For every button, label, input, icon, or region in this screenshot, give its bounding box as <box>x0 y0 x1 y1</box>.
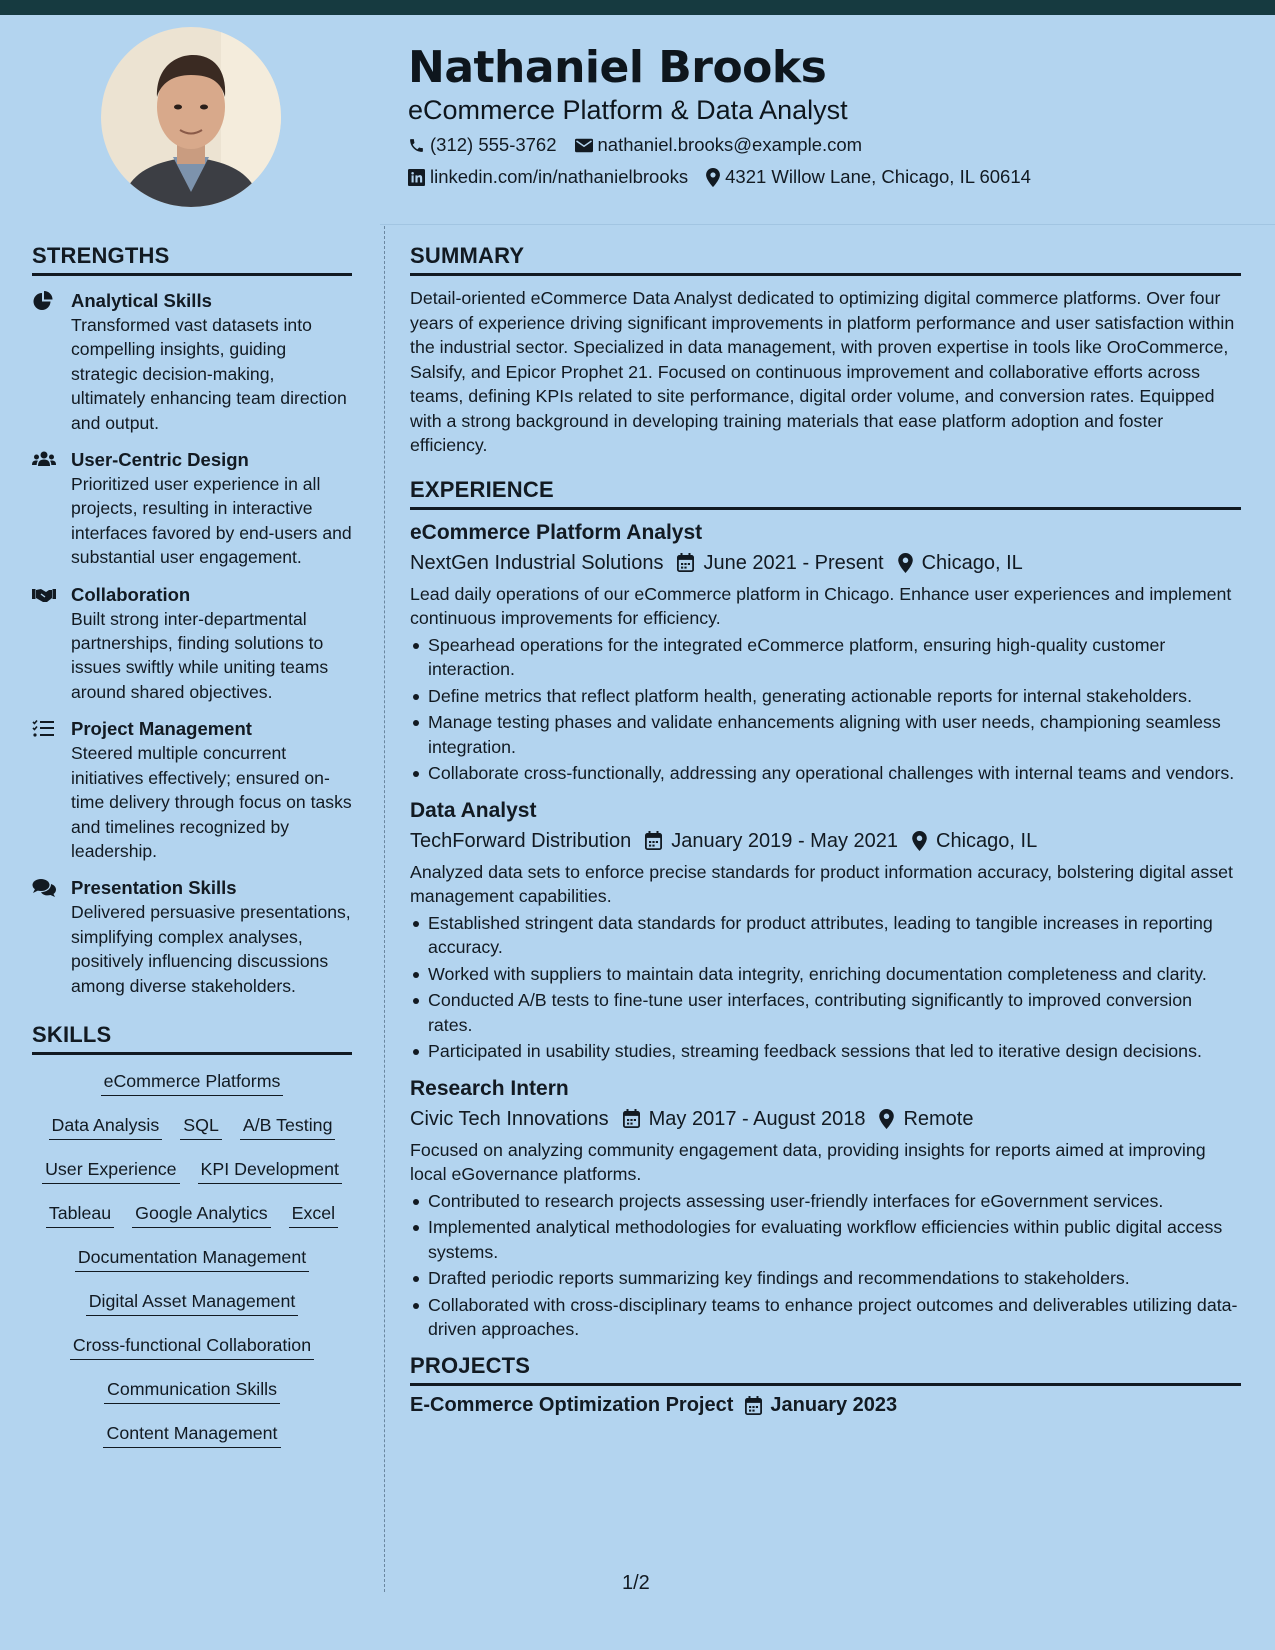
job-location: Chicago, IL <box>936 829 1038 852</box>
strength-item <box>32 583 352 705</box>
job-dates: January 2019 - May 2021 <box>671 829 899 852</box>
bullet-item: Manage testing phases and validate enhancements aligning with user needs, championing seamless integration. <box>410 710 1241 759</box>
contact-line-2 <box>408 166 1049 188</box>
phone-item[interactable] <box>408 134 557 156</box>
right-column <box>410 243 1241 1417</box>
email-item[interactable] <box>575 134 863 156</box>
company-name: Civic Tech Innovations <box>410 1107 609 1130</box>
address-item <box>706 166 1031 188</box>
headline: eCommerce Platform & Data Analyst <box>408 95 848 125</box>
strength-title: Collaboration <box>71 583 191 605</box>
strength-description: Steered multiple concurrent initiatives effectively; ensured on-time delivery through focus on tasks and timelines recognized by leadership. <box>71 743 352 861</box>
comments-icon <box>32 878 56 898</box>
experience-heading: EXPERIENCE <box>410 477 1241 510</box>
strength-item <box>32 289 352 435</box>
project-entry <box>410 1394 1241 1417</box>
summary-text: Detail-oriented eCommerce Data Analyst dedicated to optimizing digital commerce platforms. Over four years of experience driving significant improvements in platform performance and user satisfaction within the industrial sector. Specialized in data management, with proven expertise in tools like OroCommerce, Salsify, and Epicor Prophet 21. Focused on continuous improvement and collaborative efforts across teams, defining KPIs related to site performance, digital order volume, and conversion rates. Equipped with a strong background in developing training materials that ease platform adoption and foster efficiency. <box>410 288 1235 455</box>
job-location: Remote <box>903 1107 974 1130</box>
skill-tag: Digital Asset Management <box>86 1289 299 1316</box>
skill-tag: Communication Skills <box>104 1377 280 1404</box>
job-bullets <box>410 1189 1241 1342</box>
left-column <box>32 243 352 1465</box>
bullet-item: Contributed to research projects assessing user-friendly interfaces for eGovernment services. <box>410 1189 1241 1214</box>
linkedin-icon <box>408 169 425 186</box>
strength-description: Delivered persuasive presentations, simplifying complex analyses, positively influencing discussions among diverse stakeholders. <box>71 902 351 996</box>
pie-chart-icon <box>32 291 56 311</box>
users-icon <box>32 450 56 470</box>
calendar-icon <box>745 1396 762 1415</box>
map-marker-icon <box>898 553 913 573</box>
skill-tag: Content Management <box>103 1421 280 1448</box>
job-bullets <box>410 633 1241 786</box>
job-title: Research Intern <box>410 1076 569 1100</box>
phone-icon <box>408 137 425 154</box>
map-marker-icon <box>706 168 720 187</box>
job-description: Lead daily operations of our eCommerce platform in Chicago. Enhance user experiences and implement continuous improvements for efficiency. <box>410 583 1232 628</box>
bullet-item: Established stringent data standards for product attributes, leading to tangible increases in reporting accuracy. <box>410 911 1241 960</box>
strength-title: Presentation Skills <box>71 877 237 899</box>
checklist-icon <box>32 719 56 739</box>
job-description: Focused on analyzing community engagement data, providing insights for reports aimed at improving local eGovernance platforms. <box>410 1139 1206 1184</box>
skill-tag: Data Analysis <box>49 1113 163 1140</box>
address-text: 4321 Willow Lane, Chicago, IL 60614 <box>725 166 1031 187</box>
calendar-icon <box>645 831 662 850</box>
job-dates: May 2017 - August 2018 <box>648 1107 866 1130</box>
job-description: Analyzed data sets to enforce precise standards for product information accuracy, bolstering digital asset management capabilities. <box>410 861 1233 906</box>
strength-item <box>32 448 352 570</box>
job-bullets <box>410 911 1241 1064</box>
job-dates: June 2021 - Present <box>703 551 884 574</box>
map-marker-icon <box>879 1109 894 1129</box>
skill-tag: eCommerce Platforms <box>101 1069 284 1096</box>
bullet-item: Collaborated with cross-disciplinary teams to enhance project outcomes and deliverables utilizing data-driven approaches. <box>410 1293 1241 1342</box>
strength-title: Analytical Skills <box>71 290 212 311</box>
job-meta <box>410 826 1241 856</box>
strengths-heading: STRENGTHS <box>32 243 352 276</box>
top-bar <box>0 0 1275 15</box>
summary-heading: SUMMARY <box>410 243 1241 276</box>
skills-heading: SKILLS <box>32 1022 352 1055</box>
company-name: TechForward Distribution <box>410 829 632 852</box>
job-entry <box>410 796 1241 1064</box>
page-number: 1/2 <box>622 1572 650 1594</box>
bullet-item: Conducted A/B tests to fine-tune user interfaces, contributing significantly to improved conversion rates. <box>410 988 1241 1037</box>
strength-description: Transformed vast datasets into compelling insights, guiding strategic decision-making, ultimately enhancing team direction and output. <box>71 315 347 433</box>
skill-tag: Google Analytics <box>132 1201 270 1228</box>
bullet-item: Implemented analytical methodologies for evaluating workflow efficiencies within public digital access systems. <box>410 1215 1241 1264</box>
handshake-icon <box>32 585 56 605</box>
skill-tag: Tableau <box>46 1201 114 1228</box>
bullet-item: Worked with suppliers to maintain data integrity, enriching documentation completeness and clarity. <box>410 962 1241 987</box>
strength-item <box>32 876 352 998</box>
envelope-icon <box>575 138 593 153</box>
job-location: Chicago, IL <box>921 551 1023 574</box>
job-meta <box>410 548 1241 578</box>
bullet-item: Define metrics that reflect platform health, generating actionable reports for internal stakeholders. <box>410 684 1241 709</box>
skill-tag: KPI Development <box>198 1157 342 1184</box>
skill-tag: User Experience <box>42 1157 179 1184</box>
contact-line-1 <box>408 134 880 156</box>
job-title: eCommerce Platform Analyst <box>410 520 703 544</box>
bullet-item: Drafted periodic reports summarizing key findings and recommendations to stakeholders. <box>410 1266 1241 1291</box>
linkedin-item[interactable] <box>408 166 688 188</box>
email-address: nathaniel.brooks@example.com <box>597 134 863 155</box>
job-entry <box>410 1074 1241 1342</box>
strength-title: User-Centric Design <box>71 449 249 471</box>
profile-photo <box>101 27 281 207</box>
company-name: NextGen Industrial Solutions <box>410 551 664 574</box>
skills-list <box>32 1069 352 1448</box>
header-rule <box>380 224 1275 225</box>
job-entry <box>410 518 1241 786</box>
skill-tag: A/B Testing <box>240 1113 336 1140</box>
bullet-item: Collaborate cross-functionally, addressing any operational challenges with internal teams and vendors. <box>410 761 1241 786</box>
skill-tag: SQL <box>180 1113 222 1140</box>
strength-title: Project Management <box>71 718 252 740</box>
phone-number: (312) 555-3762 <box>430 134 557 155</box>
skill-tag: Documentation Management <box>75 1245 309 1272</box>
skill-tag: Cross-functional Collaboration <box>70 1333 314 1360</box>
calendar-icon <box>677 553 694 572</box>
candidate-name: Nathaniel Brooks <box>408 42 827 93</box>
bullet-item: Spearhead operations for the integrated eCommerce platform, ensuring high-quality customer interaction. <box>410 633 1241 682</box>
strength-description: Built strong inter-departmental partnerships, finding solutions to issues swiftly while uniting teams around shared objectives. <box>71 608 329 702</box>
projects-heading: PROJECTS <box>410 1353 1241 1386</box>
job-meta <box>410 1104 1241 1134</box>
strength-description: Prioritized user experience in all projects, resulting in interactive interfaces favored by end-users and substantial user engagement. <box>71 474 352 568</box>
calendar-icon <box>623 1109 640 1128</box>
project-title: E-Commerce Optimization Project <box>410 1393 734 1416</box>
skill-tag: Excel <box>289 1201 338 1228</box>
map-marker-icon <box>912 831 927 851</box>
bullet-item: Participated in usability studies, streaming feedback sessions that led to iterative design decisions. <box>410 1039 1241 1064</box>
job-title: Data Analyst <box>410 798 537 822</box>
strength-item <box>32 717 352 863</box>
linkedin-url: linkedin.com/in/nathanielbrooks <box>430 166 689 187</box>
column-divider <box>384 226 385 1592</box>
project-date: January 2023 <box>770 1393 898 1416</box>
